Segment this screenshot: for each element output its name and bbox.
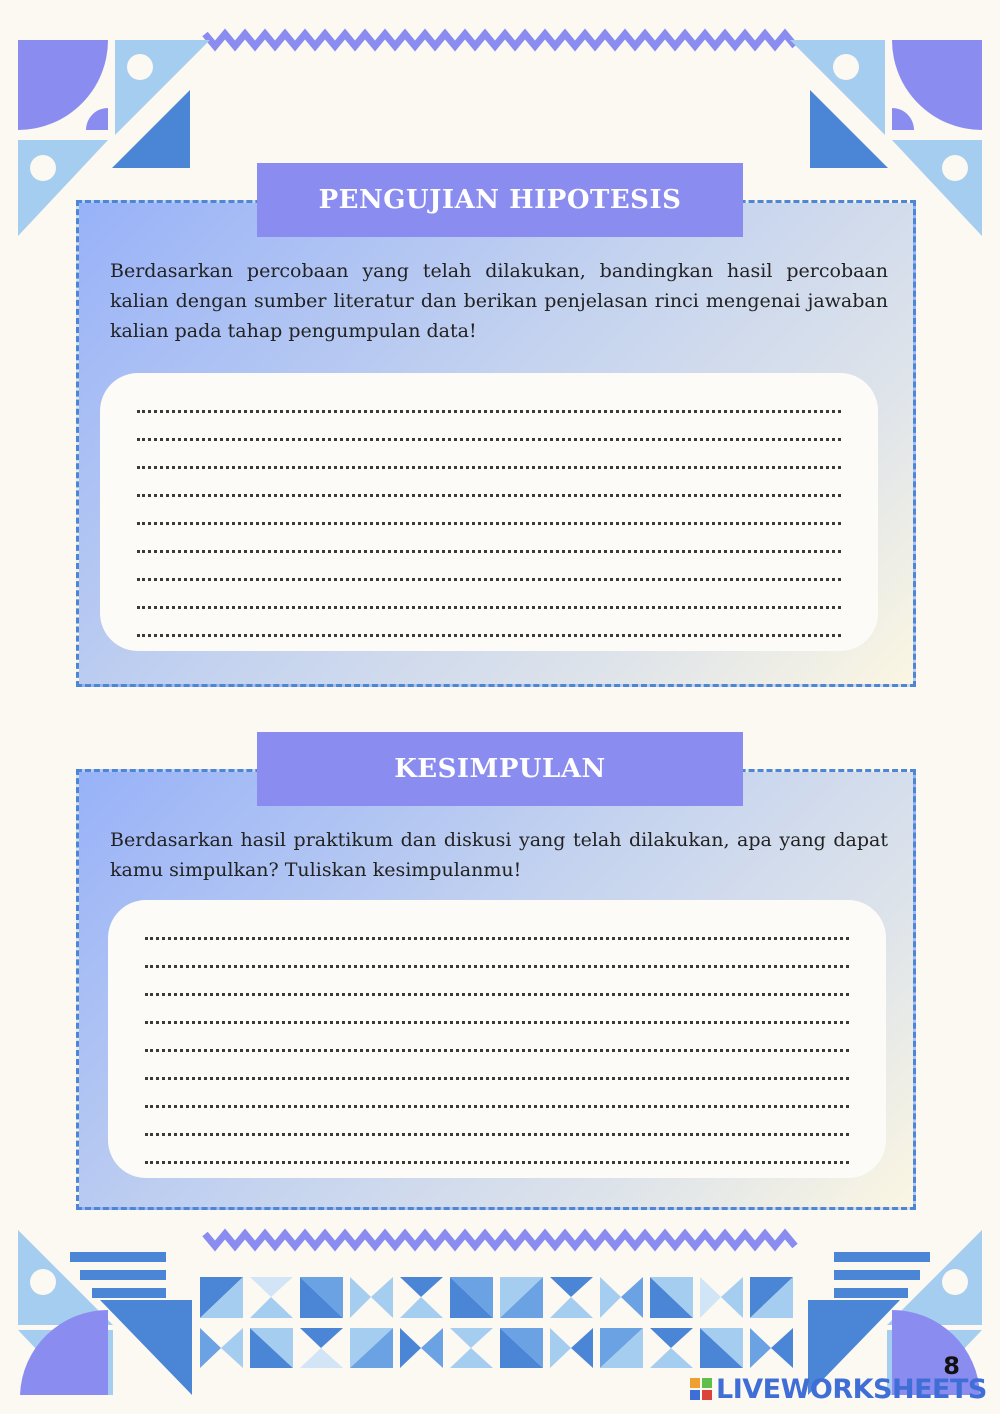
answer-line[interactable]: [137, 469, 841, 497]
bottom-left-corner-ornament: [18, 1230, 192, 1395]
answer-line[interactable]: [145, 1108, 849, 1136]
liveworksheets-logo-icon: [690, 1378, 712, 1400]
answer-line[interactable]: [145, 996, 849, 1024]
answer-line[interactable]: [145, 912, 849, 940]
answer-line[interactable]: [145, 968, 849, 996]
conclusion-answer-field[interactable]: [108, 900, 886, 1178]
answer-line[interactable]: [145, 1080, 849, 1108]
page-number: 8: [943, 1352, 960, 1380]
bottom-zigzag: [205, 1234, 795, 1246]
section-title-conclusion: KESIMPULAN: [257, 732, 743, 806]
brand-name: LIVEWORKSHEETS: [716, 1373, 987, 1405]
answer-line[interactable]: [137, 441, 841, 469]
answer-line[interactable]: [145, 1136, 849, 1164]
liveworksheets-watermark[interactable]: [690, 1373, 987, 1405]
top-zigzag: [205, 34, 795, 46]
answer-line[interactable]: [137, 497, 841, 525]
triangle-mosaic-pattern: [200, 1277, 793, 1368]
answer-line[interactable]: [137, 525, 841, 553]
answer-line[interactable]: [137, 581, 841, 609]
conclusion-prompt: Berdasarkan hasil praktikum dan diskusi yang telah dilakukan, apa yang dapat kamu simpulkan? Tuliskan kesimpulanmu!: [110, 829, 888, 881]
answer-line[interactable]: [145, 940, 849, 968]
answer-line[interactable]: [137, 385, 841, 413]
answer-line[interactable]: [137, 413, 841, 441]
answer-line[interactable]: [137, 609, 841, 637]
section-title-hypothesis-testing: PENGUJIAN HIPOTESIS: [257, 163, 743, 237]
answer-line[interactable]: [137, 553, 841, 581]
hypothesis-answer-field[interactable]: [100, 373, 878, 651]
answer-line[interactable]: [145, 1052, 849, 1080]
hypothesis-testing-prompt: Berdasarkan percobaan yang telah dilakukan, bandingkan hasil percobaan kalian dengan sumber literatur dan berikan penjelasan rinci mengenai jawaban kalian pada tahap pengumpulan data!: [110, 260, 888, 342]
answer-line[interactable]: [145, 1024, 849, 1052]
